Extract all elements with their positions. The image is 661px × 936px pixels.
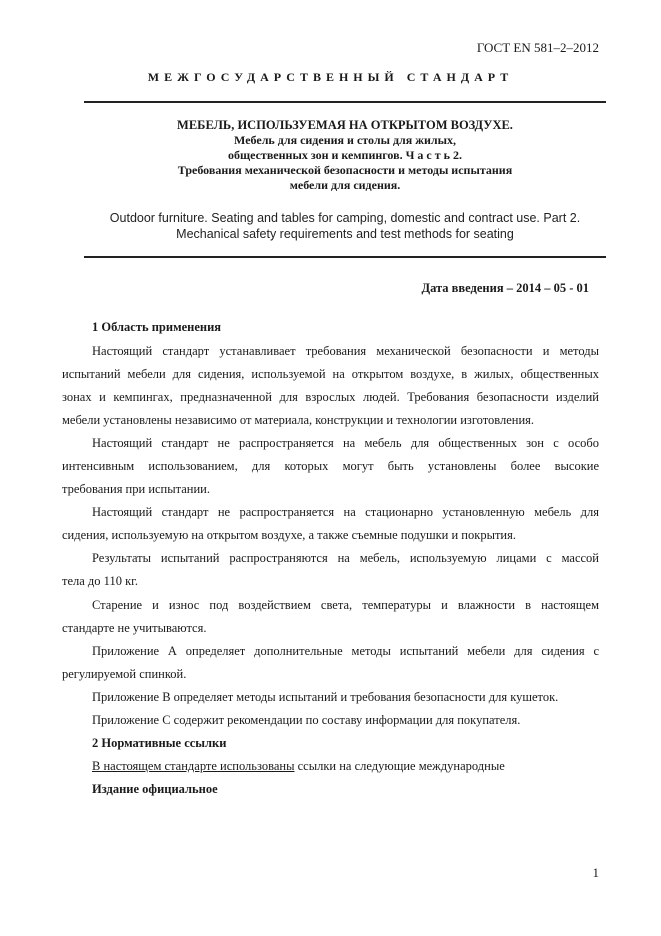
paragraph-line: Настоящий стандарт не распространяется на стационарно установленную мебель для: [92, 505, 599, 519]
title-line-4: Требования механической безопасности и методы испытания: [177, 163, 513, 177]
paragraph-line: интенсивным использованием, для которых могут быть установлены более высокие: [62, 459, 599, 473]
paragraph-line: Настоящий стандарт не распространяется на мебель для общественных зон с особо: [92, 436, 599, 450]
title-line-3: общественных зон и кемпингов. Ч а с т ь 2.: [228, 148, 462, 162]
paragraph-line: зонах и кемпингах, предназначенной для взрослых людей. Требования безопасности изделий: [62, 390, 599, 404]
paragraph-line: испытаний мебели для сидения, используемой на открытом воздухе, в жилых, общественных: [62, 367, 599, 381]
title-main: МЕБЕЛЬ, ИСПОЛЬЗУЕМАЯ НА ОТКРЫТОМ ВОЗДУХЕ.: [177, 118, 513, 132]
title-line-2: Мебель для сидения и столы для жилых,: [234, 133, 456, 147]
paragraph-line: [92, 758, 599, 774]
english-title: [84, 210, 606, 242]
paragraph-line: тела до 110 кг.: [62, 574, 138, 588]
title-line-5: мебели для сидения.: [289, 178, 401, 192]
bottom-divider: [84, 256, 606, 258]
paragraph-line: требования при испытании.: [62, 482, 210, 496]
paragraph-line: Результаты испытаний распространяются на мебель, используемую лицами с массой: [92, 551, 599, 565]
paragraph-line: регулируемой спинкой.: [62, 667, 187, 681]
english-title-line-1: Outdoor furniture. Seating and tables for camping, domestic and contract use. Part 2.: [109, 211, 581, 225]
paragraph-line: Настоящий стандарт устанавливает требования механической безопасности и методы: [92, 344, 599, 358]
section-1-heading: 1 Область применения: [92, 320, 222, 334]
section-2-heading: 2 Нормативные ссылки: [92, 736, 227, 750]
top-divider: [84, 101, 606, 103]
paragraph-line: Приложение С содержит рекомендации по составу информации для покупателя.: [92, 713, 521, 727]
paragraph-line: Приложение А определяет дополнительные методы испытаний мебели для сидения с: [92, 644, 599, 658]
document-code: ГОСТ EN 581–2–2012: [476, 40, 599, 55]
standard-type-heading: МЕЖГОСУДАРСТВЕННЫЙ СТАНДАРТ: [147, 70, 514, 84]
official-edition-label: Издание официальное: [92, 782, 218, 796]
underlined-phrase: В настоящем стандарте использованы: [92, 759, 295, 773]
paragraph-line: сидения, используемую на открытом воздухе, а также съемные подушки и покрытия.: [62, 528, 516, 542]
paragraph-line: Старение и износ под воздействием света, температуры и влажности в настоящем: [92, 598, 599, 612]
document-title: [84, 118, 606, 193]
page-number: 1: [592, 865, 599, 880]
paragraph-text: ссылки на следующие международные: [294, 759, 505, 773]
paragraph-line: стандарте не учитываются.: [62, 621, 207, 635]
introduction-date: Дата введения – 2014 – 05 - 01: [421, 281, 589, 295]
paragraph-line: мебели установлены независимо от материала, конструкции и технологии изготовления.: [62, 413, 535, 427]
paragraph-line: Приложение В определяет методы испытаний и требования безопасности для кушеток.: [92, 690, 559, 704]
english-title-line-2: Mechanical safety requirements and test methods for seating: [176, 227, 514, 241]
